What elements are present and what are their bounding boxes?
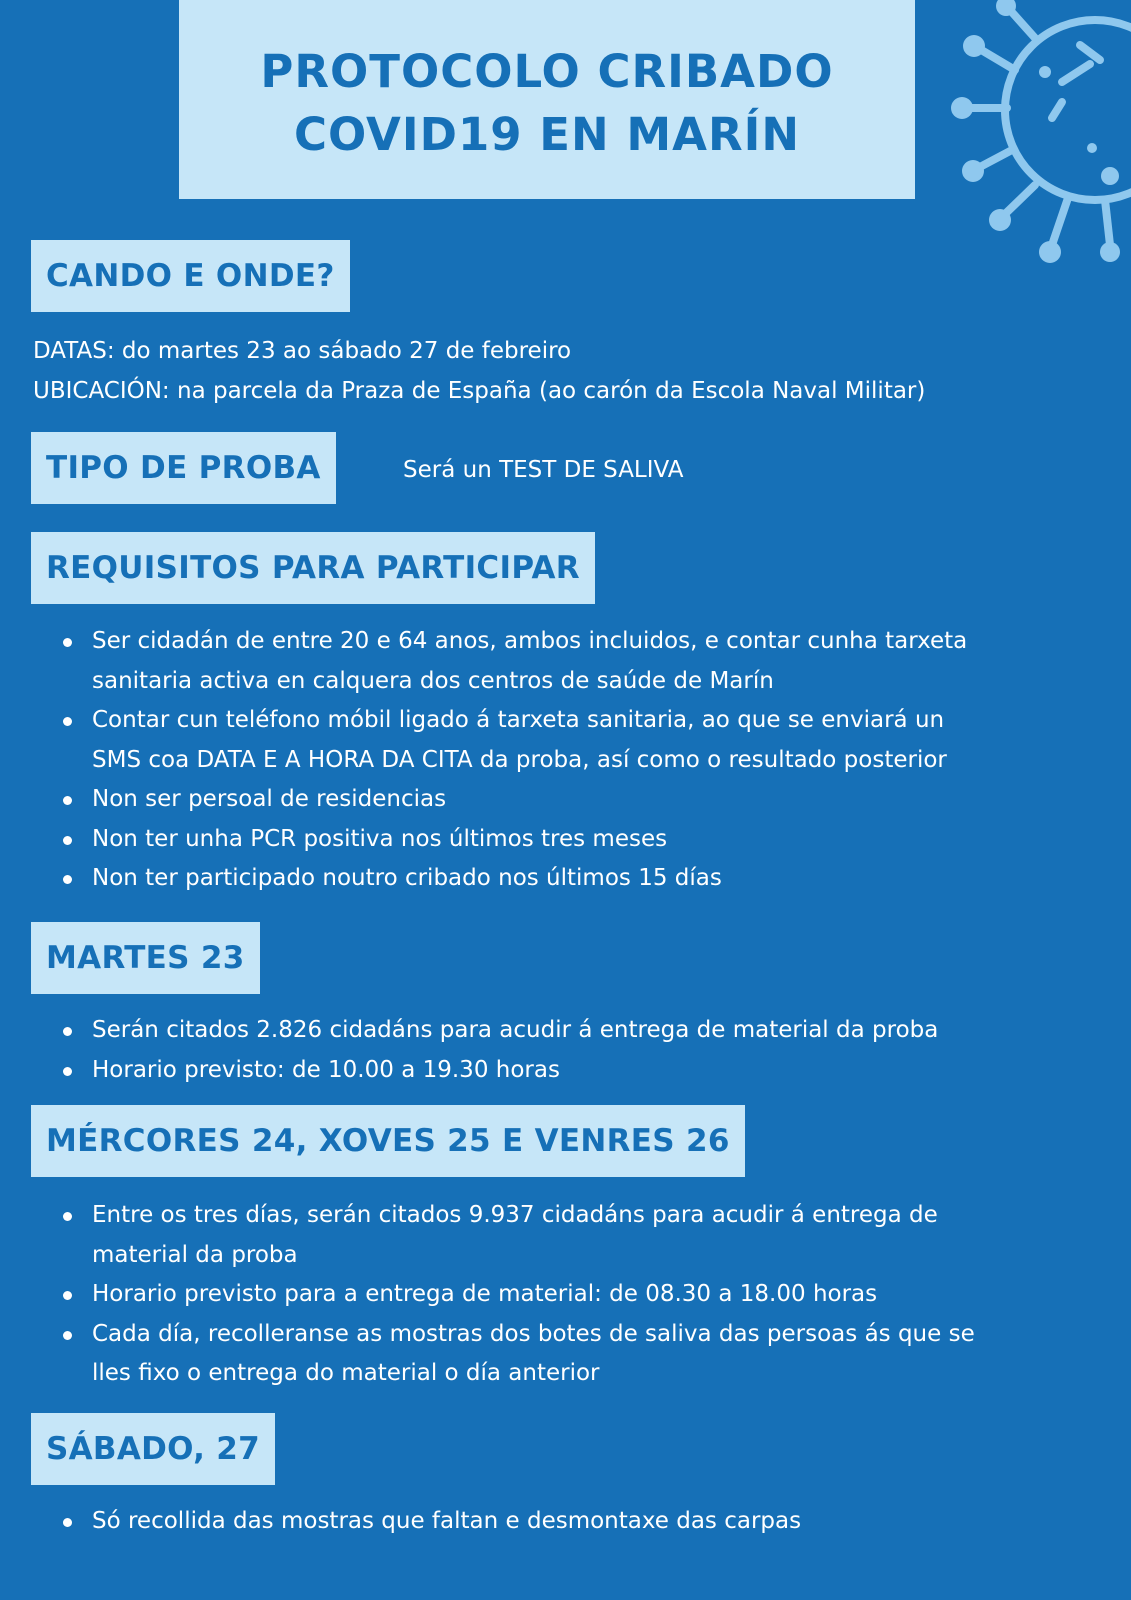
section-heading-mercores: MÉRCORES 24, XOVES 25 E VENRES 26 [31,1105,745,1177]
list-item [57,1051,1097,1091]
list-item [57,859,1097,899]
list-item-text: Non ter unha PCR positiva nos últimos tres meses [92,825,668,852]
list-item [57,1502,1097,1542]
list-item-text: Contar cun teléfono móbil ligado á tarxeta sanitaria, ao que se enviará un [92,707,945,733]
sabado-list [57,1502,1097,1542]
list-item [57,820,1097,860]
list-item-text: SMS coa DATA E A HORA DA CITA da proba, así como o resultado posterior [92,746,947,773]
section-heading-martes: MARTES 23 [31,922,260,994]
list-item-text: Cada día, recolleranse as mostras dos botes de saliva das persoas ás que se [92,1320,975,1347]
list-item [57,622,1097,701]
page-title-line-2: COVID19 EN MARÍN [293,107,800,161]
coronavirus-icon [940,0,1131,270]
list-item [57,1275,1097,1315]
section-heading-sabado: SÁBADO, 27 [31,1413,275,1485]
test-type-text: Será un TEST DE SALIVA [403,457,684,483]
martes-list [57,1011,1097,1090]
list-item-text: Horario previsto para a entrega de material: de 08.30 a 18.00 horas [92,1281,878,1307]
list-item [57,1315,1097,1394]
location-line: UBICACIÓN: na parcela da Praza de España (ao carón da Escola Naval Militar) [33,378,926,404]
requirements-list [57,622,1097,899]
list-item-text: Non ter participado noutro cribado nos últimos 15 días [92,865,722,891]
list-item-text: Ser cidadán de entre 20 e 64 anos, ambos incluidos, e contar cunha tarxeta [92,628,968,654]
list-item-text: lles fixo o entrega do material o día anterior [92,1360,600,1386]
section-heading-tipo: TIPO DE PROBA [31,432,336,504]
section-heading-cando: CANDO E ONDE? [31,240,350,312]
list-item [57,701,1097,780]
title-banner [179,0,915,199]
list-item-text: Só recollida das mostras que faltan e desmontaxe das carpas [92,1508,802,1534]
page-title-line-1: PROTOCOLO CRIBADO [260,44,834,98]
dates-line: DATAS: do martes 23 ao sábado 27 de febreiro [33,338,572,364]
list-item [57,780,1097,820]
list-item-text: Entre os tres días, serán citados 9.937 cidadáns para acudir á entrega de [92,1202,938,1228]
list-item-text: material da proba [92,1241,298,1268]
section-heading-requisitos: REQUISITOS PARA PARTICIPAR [31,532,595,604]
list-item-text: Non ser persoal de residencias [92,786,447,812]
list-item [57,1011,1097,1051]
list-item [57,1196,1097,1275]
mercores-list [57,1196,1097,1394]
list-item-text: sanitaria activa en calquera dos centros de saúde de Marín [92,667,774,694]
list-item-text: Horario previsto: de 10.00 a 19.30 horas [92,1056,560,1083]
list-item-text: Serán citados 2.826 cidadáns para acudir á entrega de material da proba [92,1017,939,1043]
